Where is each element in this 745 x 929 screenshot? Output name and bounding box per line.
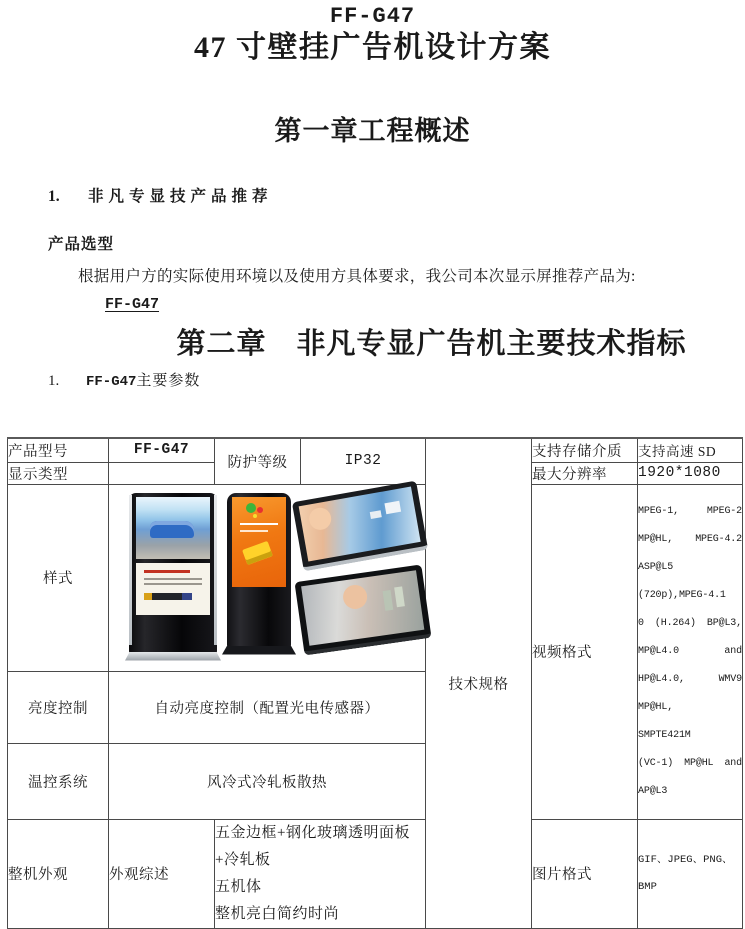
- resolution-label: 最大分辨率: [532, 462, 638, 484]
- storage-value: 支持高速 SD: [638, 438, 743, 462]
- thermal-label: 温控系统: [8, 743, 109, 819]
- style-images-cell: [109, 484, 426, 671]
- section2-code: FF-G47: [86, 374, 137, 390]
- product-model-value: FF-G47: [109, 438, 215, 462]
- product-image-kiosk-car-ad: [129, 493, 217, 653]
- tech-spec-label: 技术规格: [426, 438, 532, 928]
- protection-level-value: IP32: [301, 438, 426, 484]
- text-line: GIF、JPEG、PNG、: [638, 853, 733, 866]
- product-image-wall-panel-bottom: [294, 564, 431, 655]
- section1-number: 1.: [48, 188, 60, 205]
- recommended-product-link-text: FF-G47: [105, 296, 160, 313]
- text-line: 五金边框+钢化玻璃透明面板+冷轧板: [215, 824, 410, 868]
- text-line: BMP: [638, 880, 657, 893]
- table-row: [8, 438, 743, 462]
- text-line: HP@L4.0, WMV9: [638, 673, 742, 685]
- spec-table: [7, 437, 743, 929]
- text-line: (VC-1) MP@HL and: [638, 757, 742, 769]
- text-line: SMPTE421M: [638, 729, 691, 741]
- text-line: MP@HL,: [638, 701, 674, 713]
- product-model-label: 产品型号: [8, 438, 109, 462]
- picture-format-label: 图片格式: [532, 819, 638, 928]
- thermal-value: 风冷式冷轧板散热: [109, 743, 426, 819]
- kiosk2-screen: [232, 497, 286, 587]
- chapter1-heading: 第一章工程概述: [274, 116, 471, 146]
- display-type-label: 显示类型: [8, 462, 109, 484]
- display-type-value: [109, 462, 215, 484]
- video-format-label: 视频格式: [532, 484, 638, 819]
- document-title: 47 寸壁挂广告机设计方案: [194, 31, 551, 64]
- car-graphic: [150, 521, 194, 538]
- logo-graphic: [246, 503, 256, 513]
- section1-heading: [48, 184, 648, 206]
- text-line: MPEG-1, MPEG-2: [638, 505, 742, 517]
- text-line: (720p),MPEG-4.1: [638, 589, 726, 601]
- text-line: AP@L3: [638, 785, 668, 797]
- table-row: [8, 484, 743, 671]
- appearance-value: [215, 819, 426, 928]
- kiosk1-base: [125, 652, 221, 661]
- card-graphic: [242, 540, 273, 564]
- kiosk2-base: [222, 646, 296, 655]
- storage-label: 支持存储介质: [532, 438, 638, 462]
- product-image-wall-panel-top: [292, 480, 428, 571]
- table-row: [8, 819, 743, 928]
- resolution-value: 1920*1080: [638, 462, 743, 484]
- section2-title: 主要参数: [136, 373, 201, 389]
- document-title-code: FF-G47: [329, 4, 416, 29]
- text-line: MP@HL, MPEG-4.2: [638, 533, 742, 545]
- text-line: 0 (H.264) BP@L3,: [638, 617, 742, 629]
- appearance-summary-label: 外观综述: [109, 819, 215, 928]
- spec-table-wrapper: [7, 437, 744, 922]
- appearance-label: 整机外观: [8, 819, 109, 928]
- text-line: MP@L4.0 and: [638, 645, 742, 657]
- text-line: 整机亮白简约时尚: [215, 905, 340, 922]
- kiosk1-screen: [136, 497, 210, 559]
- picture-format-value: [638, 819, 743, 928]
- chapter2-heading: 第二章 非凡专显广告机主要技术指标: [176, 328, 687, 360]
- protection-level-label: 防护等级: [215, 438, 301, 484]
- video-format-value: [638, 484, 743, 819]
- section2-number: 1.: [48, 373, 60, 389]
- product-image-kiosk-orange-ad: [227, 493, 291, 647]
- kiosk1-poster: [136, 563, 210, 615]
- brightness-label: 亮度控制: [8, 671, 109, 743]
- section2-heading: [48, 369, 648, 390]
- product-selection-paragraph: 根据用户方的实际使用环境以及使用方具体要求，我公司本次显示屏推荐产品为:: [78, 268, 636, 285]
- text-line: ASP@L5: [638, 561, 674, 573]
- style-label: 样式: [8, 484, 109, 671]
- text-line: 五机体: [215, 878, 262, 895]
- brightness-value: 自动亮度控制（配置光电传感器）: [109, 671, 426, 743]
- product-selection-heading: 产品选型: [48, 236, 115, 253]
- section1-title: 非凡专显技产品推荐: [88, 188, 273, 205]
